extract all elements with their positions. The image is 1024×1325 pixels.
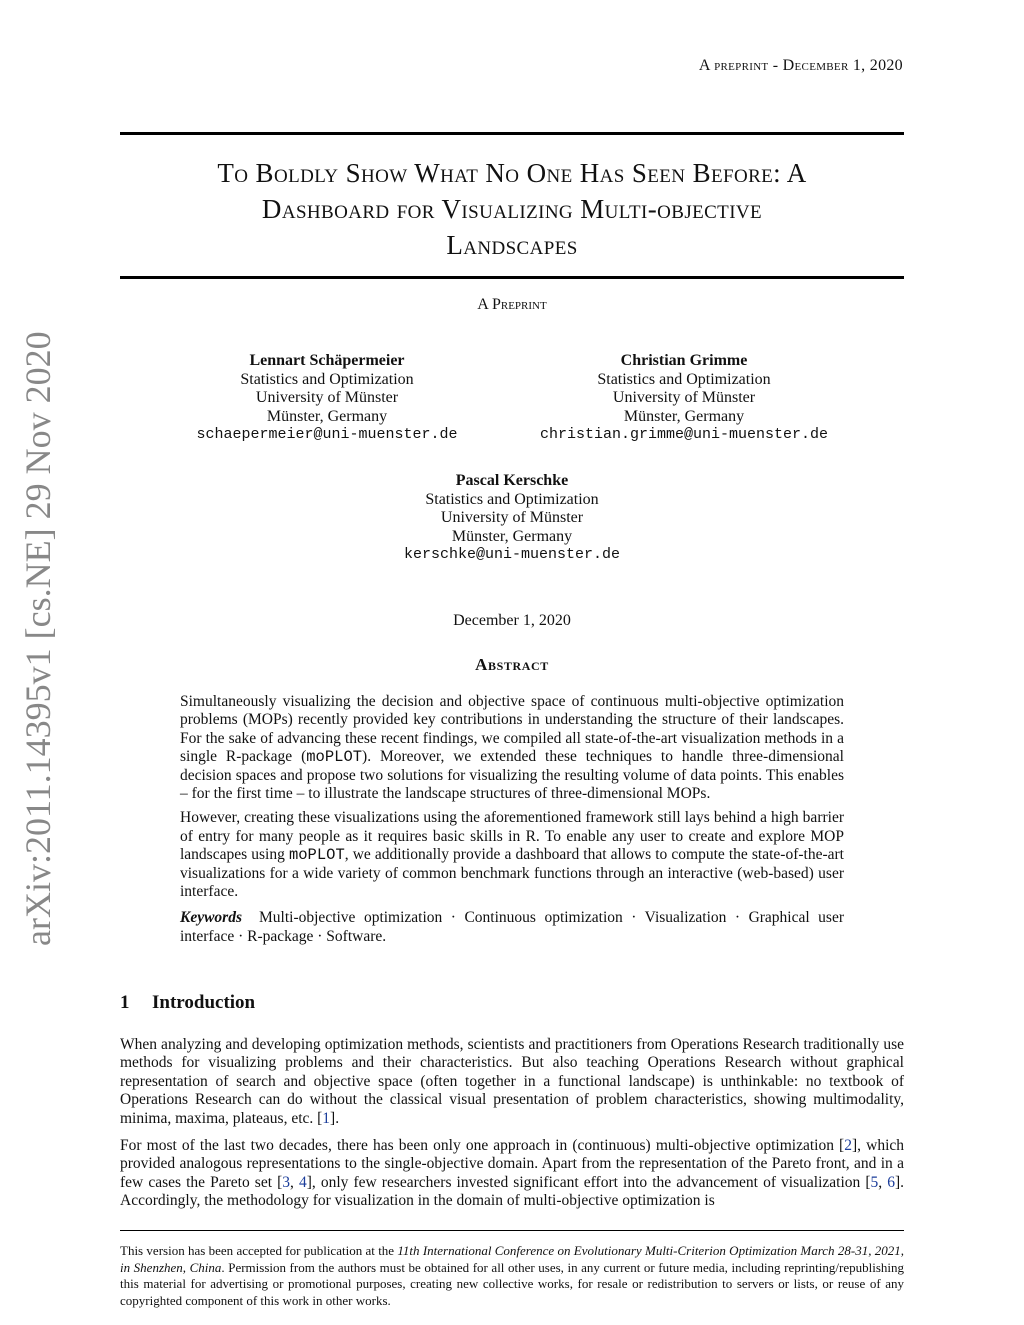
paper-date: December 1, 2020 — [453, 612, 571, 629]
section-title: Introduction — [152, 992, 256, 1013]
citation-link[interactable]: 3 — [282, 1173, 290, 1191]
author-department: Statistics and Optimization — [425, 490, 599, 508]
title-line: Dashboard for Visualizing Multi-objective — [261, 194, 763, 224]
author-name: Lennart Schäpermeier — [249, 352, 405, 369]
section-heading-introduction — [120, 992, 255, 1014]
author-location: Münster, Germany — [266, 407, 388, 425]
preprint-label: A Preprint — [477, 296, 547, 313]
abstract-text: However, creating these visualizations using the aforementioned framework still lays behind a high barrier of entry for many people as it requires basic skills in R. To enable any user to create and explore MOP landscapes using — [180, 809, 844, 864]
citation-link[interactable]: 5 — [870, 1173, 879, 1191]
intro-text: For most of the last two decades, there has been only one approach in (continuous) multi-objective optimization [ — [120, 1137, 845, 1155]
intro-text: ], only few researchers invested significant effort into the advancement of visualization [ — [306, 1173, 871, 1191]
author-department: Statistics and Optimization — [240, 370, 414, 388]
abstract-text: , we additionally provide a dashboard that allows to compute the state-of-the-art visualizations for a wide variety of common benchmark functions through an interactive (web-based) user interface. — [180, 846, 844, 901]
author-block — [524, 352, 844, 445]
package-name-code: moPLOT — [306, 748, 363, 767]
footnote-text: This version has been accepted for publication at the — [120, 1243, 398, 1258]
paper-title — [120, 155, 904, 263]
author-name: Pascal Kerschke — [455, 472, 569, 489]
running-header: A preprint - December 1, 2020 — [698, 57, 903, 74]
abstract-text: ). Moreover, we extended these techniques to handle three-dimensional decision spaces and propose two solutions for visualizing the resulting volume of data points. This enables – for the first time – to illustrate the landscape structures of three-dimensional MOPs. — [180, 748, 844, 803]
author-name: Christian Grimme — [620, 352, 748, 369]
abstract-paragraph — [180, 693, 844, 803]
author-email[interactable]: kerschke@uni-muenster.de — [403, 546, 621, 563]
package-name-code: moPLOT — [288, 846, 345, 865]
author-block — [352, 472, 672, 565]
abstract-paragraph — [180, 809, 844, 901]
section-number: 1 — [120, 992, 130, 1013]
keywords-list: Multi-objective optimization · Continuous optimization · Visualization · Graphical user interface · R-package · Software. — [180, 909, 845, 945]
author-department: Statistics and Optimization — [597, 370, 771, 388]
title-line: Landscapes — [446, 230, 578, 260]
author-university: University of Münster — [440, 509, 584, 526]
author-location: Münster, Germany — [451, 527, 573, 545]
footnote-venue: 11th International Conference on Evolutionary Multi-Criterion Optimization March 28-31, 2021, in Shenzhen, China — [120, 1243, 905, 1275]
keywords — [180, 909, 844, 946]
intro-text: , — [290, 1173, 299, 1191]
footnote-text: . Permission from the authors must be obtained for all other uses, in any current or future media, including reprinting/republishing this material for advertising or promotional purposes, creating new collective works, for resale or redistribution to servers or lists, or reuse of any copyrighted component of this work in other works. — [120, 1259, 904, 1308]
abstract-text: Simultaneously visualizing the decision and objective space of continuous multi-objective optimization problems (MOPs) recently provided key contributions in understanding the structure of their landscapes. For the sake of advancing these recent findings, we compiled all state-of-the-art visualization methods in a single R-package ( — [180, 693, 844, 766]
intro-text: ], which provided analogous representations to the single-objective domain. Apart from the representation of the Pareto front, and in a few cases the Pareto set [ — [120, 1137, 905, 1191]
footnote-rule — [120, 1230, 904, 1231]
arxiv-identifier-stamp: arXiv:2011.14395v1 [cs.NE] 29 Nov 2020 — [18, 331, 58, 946]
author-location: Münster, Germany — [623, 407, 745, 425]
introduction-body — [120, 1036, 904, 1220]
intro-text: ]. — [330, 1109, 340, 1127]
title-rule-bottom — [120, 276, 904, 279]
intro-text: ]. Accordingly, the methodology for visualization in the domain of multi-objective optimization is — [120, 1173, 905, 1210]
intro-paragraph — [120, 1137, 904, 1211]
author-university: University of Münster — [255, 389, 399, 406]
citation-link[interactable]: 1 — [322, 1109, 331, 1127]
citation-link[interactable]: 6 — [887, 1173, 895, 1191]
intro-text: , — [878, 1173, 888, 1191]
author-block — [167, 352, 487, 445]
footnote — [120, 1243, 904, 1309]
author-university: University of Münster — [612, 389, 756, 406]
abstract-body — [180, 693, 844, 952]
abstract-heading: Abstract — [475, 655, 549, 674]
intro-paragraph — [120, 1036, 904, 1128]
title-line: To Boldly Show What No One Has Seen Before: A — [217, 158, 807, 188]
citation-link[interactable]: 4 — [298, 1173, 307, 1191]
citation-link[interactable]: 2 — [844, 1137, 852, 1155]
keywords-label: Keywords — [180, 909, 242, 927]
title-rule-top — [120, 132, 904, 135]
intro-text: When analyzing and developing optimization methods, scientists and practitioners from Operations Research traditionally use methods for visualizing problems and their characteristics. But also teaching Operations Research without graphical representation of search and objective space (often together in a functional landscape) is unthinkable: no textbook of Operations Research can do without the classical visual presentation of problem characteristics, showing multimodality, minima, maxima, plateaus, etc. [ — [120, 1036, 904, 1127]
author-email[interactable]: schaepermeier@uni-muenster.de — [196, 426, 458, 443]
author-email[interactable]: christian.grimme@uni-muenster.de — [539, 426, 829, 443]
